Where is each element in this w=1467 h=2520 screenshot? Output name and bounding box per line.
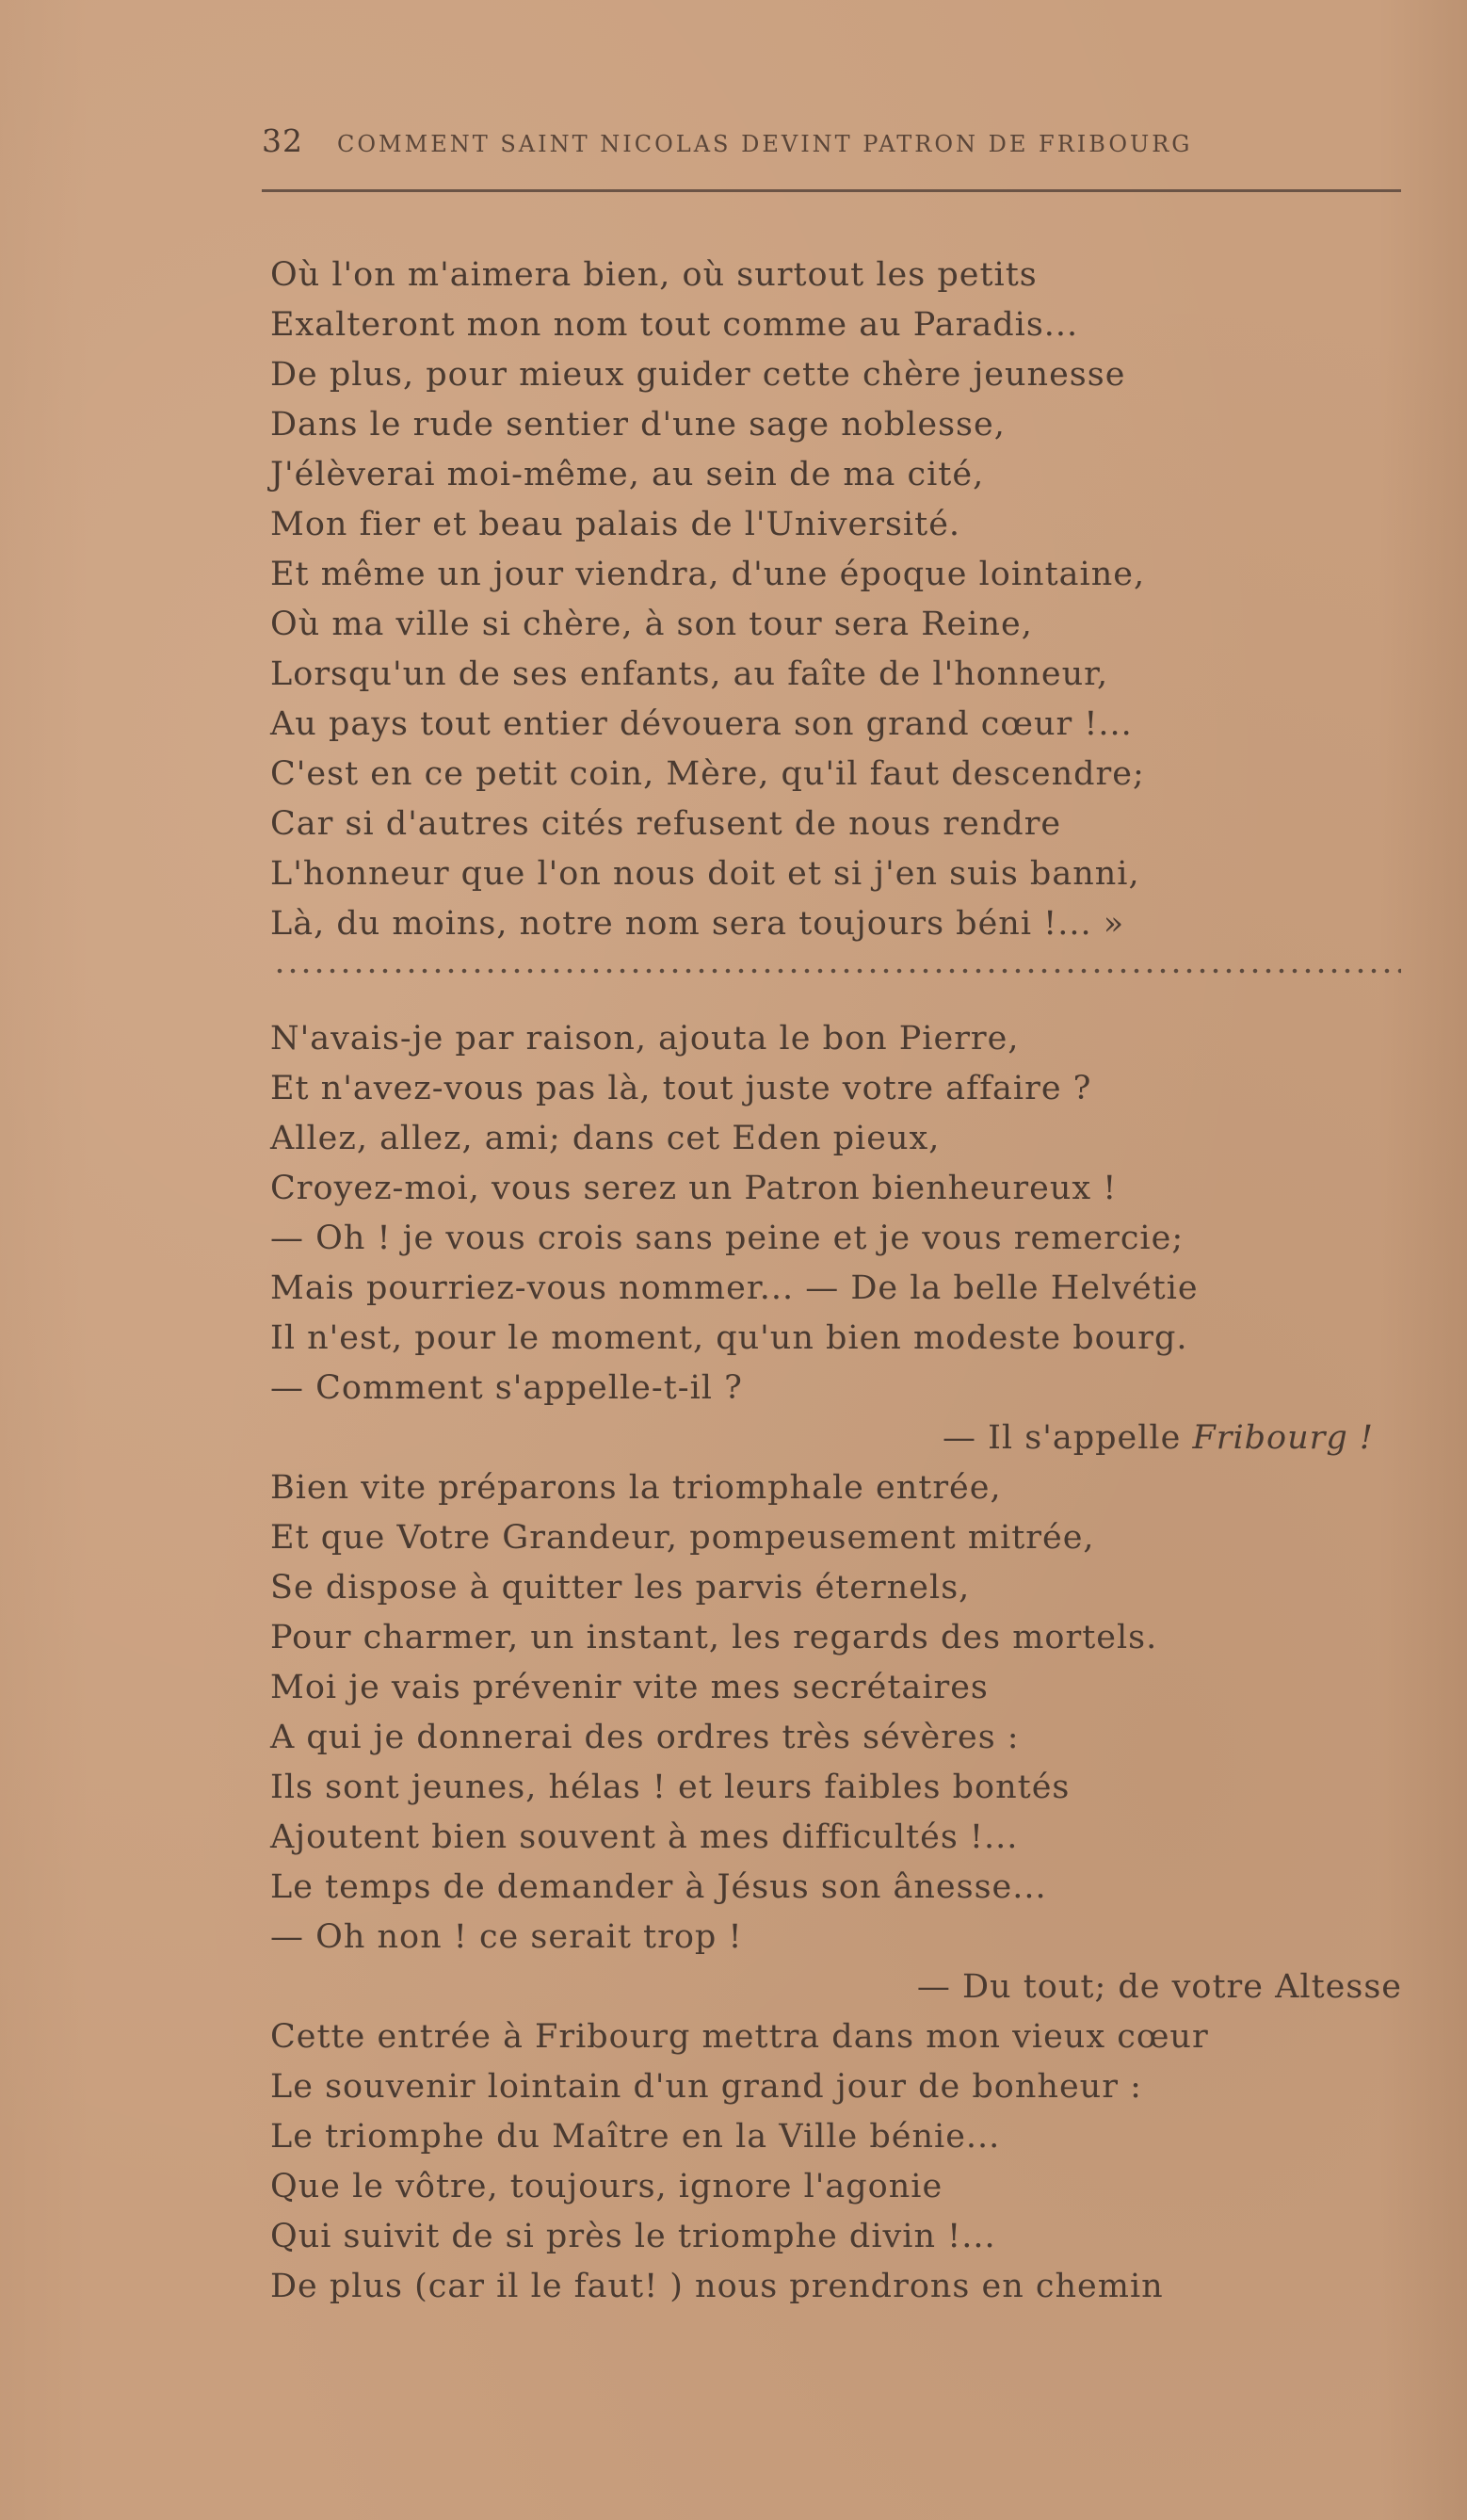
verse-line: Que le vôtre, toujours, ignore l'agonie — [270, 2168, 943, 2205]
verse-line: Qui suivit de si près le triomphe divin !... — [270, 2218, 996, 2255]
verse-line: C'est en ce petit coin, Mère, qu'il faut descendre; — [270, 755, 1145, 793]
verse-line: Le souvenir lointain d'un grand jour de bonheur : — [270, 2068, 1142, 2106]
verse-line: N'avais-je par raison, ajouta le bon Pierre, — [270, 1020, 1020, 1058]
running-head: COMMENT SAINT NICOLAS DEVINT PATRON DE FRIBOURG — [337, 131, 1193, 157]
verse-line: Croyez-moi, vous serez un Patron bienheureux ! — [270, 1170, 1118, 1207]
verse-line: Et n'avez-vous pas là, tout juste votre affaire ? — [270, 1070, 1092, 1107]
verse-line: Là, du moins, notre nom sera toujours béni !... » — [270, 905, 1125, 943]
verse-line: A qui je donnerai des ordres très sévères : — [270, 1719, 1020, 1756]
verse-line: Pour charmer, un instant, les regards des mortels. — [270, 1619, 1158, 1656]
verse-line: Cette entrée à Fribourg mettra dans mon vieux cœur — [270, 2018, 1209, 2056]
page-header — [262, 122, 1401, 164]
verse-line: J'élèverai moi-même, au sein de ma cité, — [270, 456, 985, 493]
verse-line: Ajoutent bien souvent à mes difficultés !... — [270, 1818, 1019, 1856]
verse-line: L'honneur que l'on nous doit et si j'en suis banni, — [270, 855, 1140, 893]
verse-line: Bien vite préparons la triomphale entrée, — [270, 1469, 1002, 1507]
verse-line-indented: — Du tout; de votre Altesse — [916, 1968, 1402, 2006]
verse-line: Où ma ville si chère, à son tour sera Reine, — [270, 606, 1033, 643]
verse-block-1 — [270, 250, 1447, 949]
verse-line: Ils sont jeunes, hélas ! et leurs faibles bontés — [270, 1769, 1071, 1806]
verse-line: — Comment s'appelle-t-il ? — [270, 1369, 743, 1407]
page-number: 32 — [262, 122, 303, 159]
verse-line: De plus, pour mieux guider cette chère jeunesse — [270, 356, 1126, 394]
verse-line: Moi je vais prévenir vite mes secrétaires — [270, 1669, 989, 1706]
verse-line: Le triomphe du Maître en la Ville bénie... — [270, 2118, 1001, 2156]
verse-line: Au pays tout entier dévouera son grand cœur !... — [270, 705, 1133, 743]
verse-line: Lorsqu'un de ses enfants, au faîte de l'honneur, — [270, 655, 1109, 693]
verse-line: Il n'est, pour le moment, qu'un bien modeste bourg. — [270, 1319, 1188, 1357]
verse-block-2 — [270, 1014, 1447, 2312]
dotted-separator — [273, 968, 1401, 974]
verse-line: Se dispose à quitter les parvis éternels, — [270, 1569, 971, 1607]
header-rule — [262, 189, 1401, 192]
verse-line: — Oh non ! ce serait trop ! — [270, 1918, 743, 1956]
verse-line: Et que Votre Grandeur, pompeusement mitrée, — [270, 1519, 1095, 1557]
verse-line: De plus (car il le faut! ) nous prendrons en chemin — [270, 2268, 1164, 2305]
verse-line: Mais pourriez-vous nommer... — De la belle Helvétie — [270, 1269, 1199, 1307]
verse-line-indented — [270, 1413, 1447, 1463]
verse-line: Mon fier et beau palais de l'Université. — [270, 506, 961, 543]
verse-line: Allez, allez, ami; dans cet Eden pieux, — [270, 1120, 941, 1157]
verse-line: — Oh ! je vous crois sans peine et je vous remercie; — [270, 1220, 1185, 1257]
verse-text: — Il s'appelle — [942, 1419, 1193, 1457]
verse-line: Où l'on m'aimera bien, où surtout les petits — [270, 256, 1038, 294]
verse-line: Dans le rude sentier d'une sage noblesse, — [270, 406, 1006, 444]
verse-line: Le temps de demander à Jésus son ânesse... — [270, 1868, 1047, 1906]
verse-text-italic: Fribourg ! — [1192, 1419, 1374, 1457]
verse-line: Exalteront mon nom tout comme au Paradis... — [270, 306, 1079, 344]
verse-line: Et même un jour viendra, d'une époque lointaine, — [270, 556, 1146, 593]
verse-line: Car si d'autres cités refusent de nous rendre — [270, 805, 1062, 843]
